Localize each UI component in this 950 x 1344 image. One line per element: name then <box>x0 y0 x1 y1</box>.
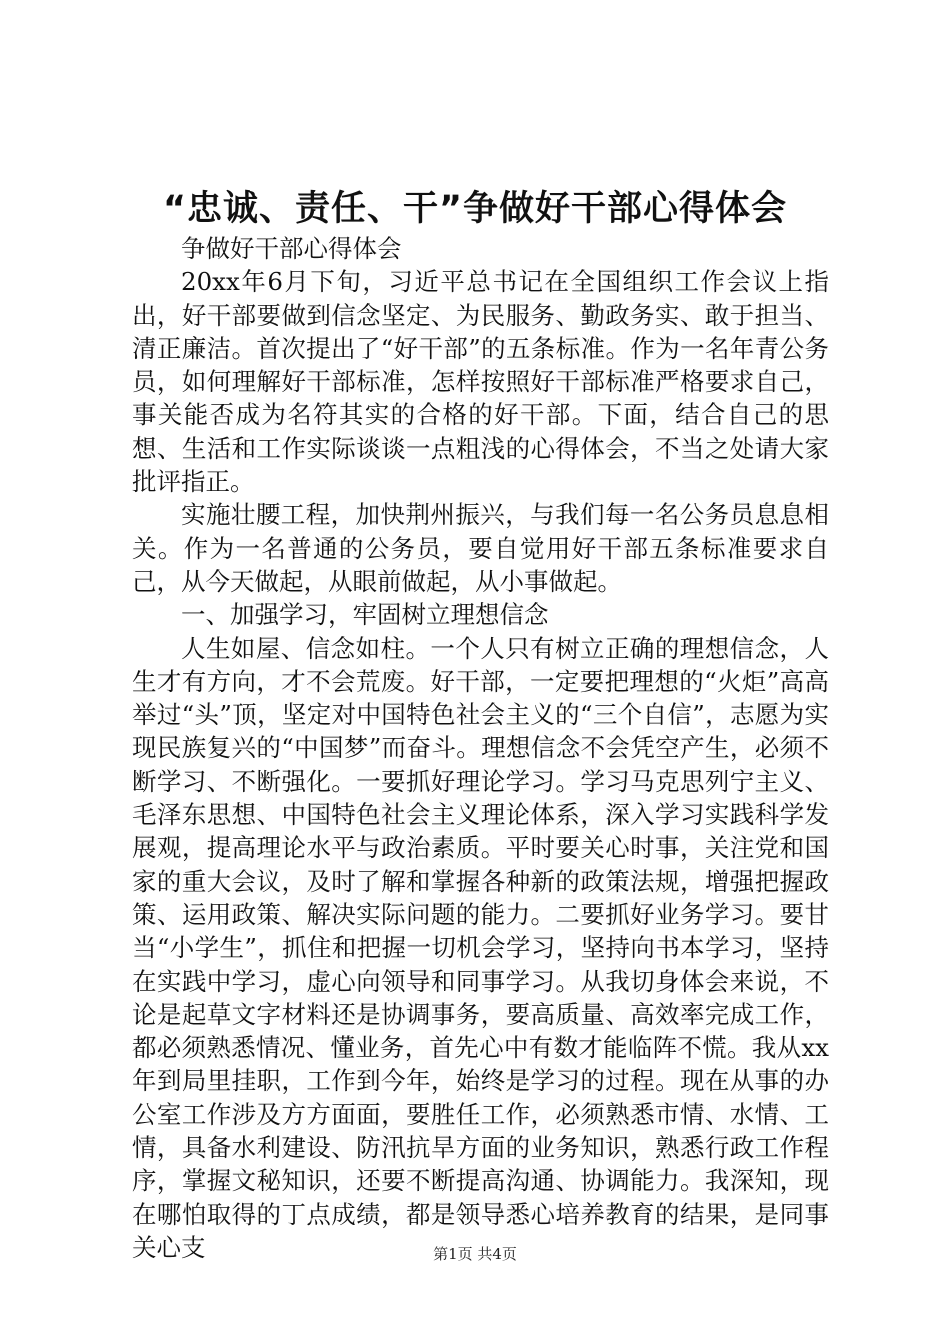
section-heading: 一、加强学习，牢固树立理想信念 <box>181 600 549 630</box>
document-body <box>132 232 829 1264</box>
paragraph-subtitle: 争做好干部心得体会 <box>181 234 402 263</box>
paragraph-context: 实施壮腰工程，加快荆州振兴，与我们每一名公务员息息相关。作为一名普通的公务员，要自觉用好干部五条标准要求自己，从今天做起，从眼前做起，从小事做起。 <box>132 500 829 596</box>
document-title: “忠诚、责任、干”争做好干部心得体会 <box>162 189 787 229</box>
paragraph-section-body: 人生如屋、信念如柱。一个人只有树立正确的理想信念，人生才有方向，才不会荒废。好干部，一定要把理想的“火炬”高高举过“头”顶，坚定对中国特色社会主义的“三个自信”，志愿为实现民族复兴的“中国梦”而奋斗。理想信念不会凭空产生，必须不断学习、不断强化。一要抓好理论学习。学习马克思列宁主义、毛泽东思想、中国特色社会主义理论体系，深入学习实践科学发展观，提高理论水平与政治素质。平时要关心时事，关注党和国家的重大会议，及时了解和掌握各种新的政策法规，增强把握政策、运用政策、解决实际问题的能力。二要抓好业务学习。要甘当“小学生”，抓住和把握一切机会学习，坚持向书本学习，坚持在实践中学习，虚心向领导和同事学习。从我切身体会来说，不论是起草文字材料还是协调事务，要高质量、高效率完成工作，都必须熟悉情况、懂业务，首先心中有数才能临阵不慌。我从xx年到局里挂职，工作到今年，始终是学习的过程。现在从事的办公室工作涉及方方面面，要胜任工作，必须熟悉市情、水情、工情，具备水利建设、防汛抗旱方面的业务知识，熟悉行政工作程序，掌握文秘知识，还要不断提高沟通、协调能力。我深知，现在哪怕取得的丁点成绩，都是领导悉心培养教育的结果，是同事关心支 <box>132 633 829 1262</box>
paragraph-intro: 20xx年6月下旬，习近平总书记在全国组织工作会议上指出，好干部要做到信念坚定、为民服务、勤政务实、敢于担当、清正廉洁。首次提出了“好干部”的五条标准。作为一名年青公务员，如何理解好干部标准，怎样按照好干部标准严格要求自己，事关能否成为名符其实的合格的好干部。下面，结合自己的思想、生活和工作实际谈谈一点粗浅的心得体会，不当之处请大家批评指正。 <box>132 267 829 497</box>
page-footer: 第1页 共4页 <box>433 1245 517 1263</box>
